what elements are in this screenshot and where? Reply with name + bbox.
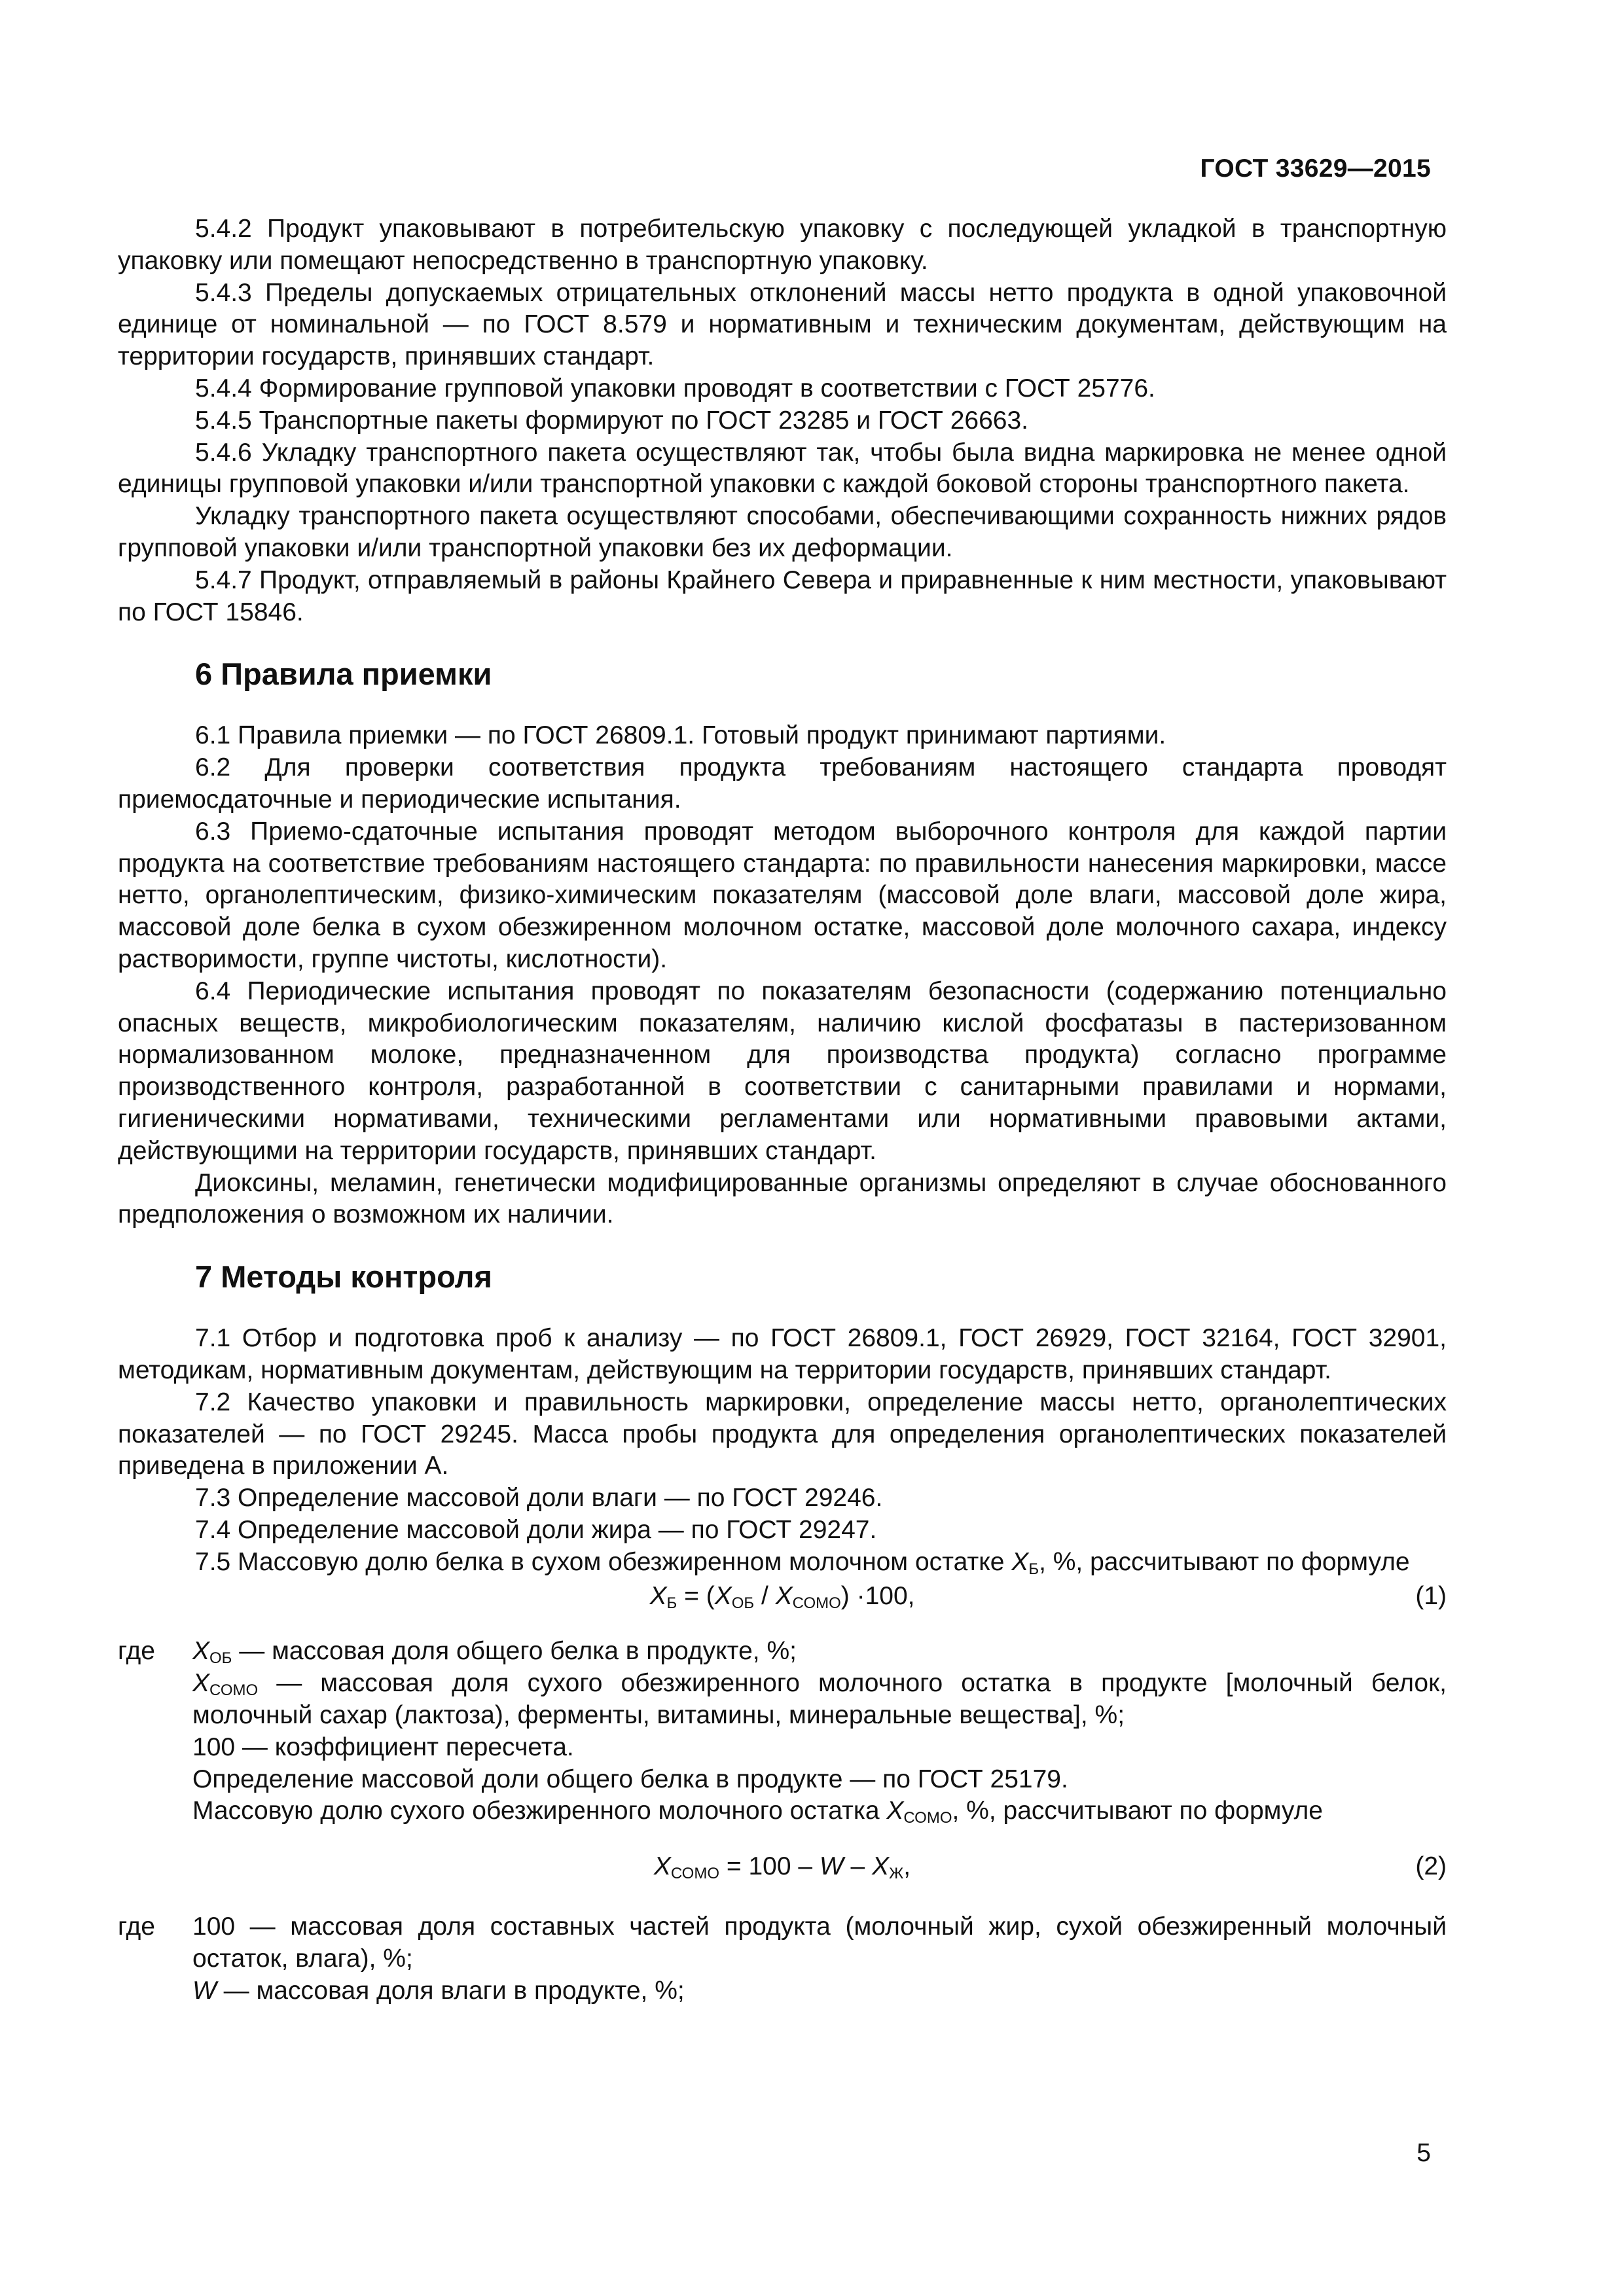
- paragraph-5-4-2: 5.4.2 Продукт упаковывают в потребительскую упаковку с последующей укладкой в транспортную упаковку или помещают непосредственно в транспортную упаковку.: [118, 215, 1447, 275]
- paragraph-6-2: 6.2 Для проверки соответствия продукта требованиям настоящего стандарта проводят приемосдаточные и периодические испытания.: [118, 753, 1447, 814]
- where-1-ob-text: — массовая доля общего белка в продукте, %;: [232, 1637, 797, 1666]
- paragraph-5-4-7: 5.4.7 Продукт, отправляемый в районы Крайнего Севера и приравненные к ним местности, упаковывают по ГОСТ 15846.: [118, 565, 1447, 626]
- formula-2-part: ,: [903, 1852, 911, 1881]
- formula-2: [118, 1851, 1447, 1888]
- symbol-x: X: [192, 1669, 210, 1698]
- symbol-x: X: [192, 1637, 210, 1666]
- paragraph-7-2: 7.2 Качество упаковки и правильность маркировки, определение массы нетто, органолептических показателей — по ГОСТ 29245. Масса пробы продукта для определения органолептических показателей приведена в приложении А.: [118, 1388, 1447, 1480]
- formula-1: [118, 1581, 1447, 1617]
- where-1-coefficient: 100 — коэффициент пересчета.: [192, 1732, 574, 1761]
- where-1-first-line: [118, 1636, 1447, 1668]
- paragraph-6-3: 6.3 Приемо-сдаточные испытания проводят методом выборочного контроля для каждой партии продукта на соответствие требованиям настоящего стандарта: по правильности нанесения маркировки, массе нетто, органолептическим, физико-химическим показателям (массовой доле влаги, массовой доле жира, массовой доле белка в сухом обезжиренном молочном остатке, массовой доле молочного сахара, индексу растворимости, группе чистоты, кислотности).: [118, 817, 1447, 973]
- paragraph-5-4-6: 5.4.6 Укладку транспортного пакета осуществляют так, чтобы была видна маркировка не менее одной единицы групповой упаковки и/или транспортной упаковки с каждой боковой стороны транспортного пакета.: [118, 438, 1447, 499]
- paragraph-6-1: 6.1 Правила приемки — по ГОСТ 26809.1. Готовый продукт принимают партиями.: [195, 721, 1166, 750]
- where-1-somo-intro-end: , %, рассчитывают по формуле: [952, 1797, 1323, 1825]
- where-label: где: [118, 1637, 155, 1666]
- where-1-somo-intro: [118, 1795, 1447, 1827]
- paragraph-5-4-5: 5.4.5 Транспортные пакеты формируют по ГОСТ 23285 и ГОСТ 26663.: [195, 406, 1028, 435]
- formula-1-number: (1): [1415, 1582, 1447, 1611]
- symbol-x: X: [653, 1852, 671, 1881]
- paragraph-6-4: 6.4 Периодические испытания проводят по показателям безопасности (содержанию потенциально опасных веществ, микробиологическим показателям, наличию кислой фосфатазы в пастеризованном нормализованном молоке, предназначенном для производства продукта) согласно программе производственного контроля, разработанной в соответствии с санитарными правилами и нормами, гигиеническими нормативами, техническими регламентами или нормативными правовыми актами, действующими на территории государств, принявших стандарт.: [118, 977, 1447, 1165]
- paragraph-5-4-4: 5.4.4 Формирование групповой упаковки проводят в соответствии с ГОСТ 25776.: [195, 374, 1155, 403]
- section-6-heading: 6 Правила приемки: [195, 656, 492, 692]
- subscript-ob: ОБ: [731, 1594, 755, 1613]
- symbol-x: X: [1011, 1547, 1029, 1576]
- where-2-hundred-text: 100 — массовая доля составных частей продукта (молочный жир, сухой обезжиренный молочный остаток, влага), %;: [192, 1912, 1447, 1973]
- paragraph-5-4-3: 5.4.3 Пределы допускаемых отрицательных отклонений массы нетто продукта в одной упаковочной единице от номинальной — по ГОСТ 8.579 и нормативным и техническим документам, действующим на территории государств, принявших стандарт.: [118, 278, 1447, 371]
- subscript-b: Б: [1028, 1560, 1039, 1578]
- where-1-somo: [118, 1668, 1447, 1732]
- where-2-w: [118, 1975, 1447, 2007]
- subscript-somo: СОМО: [792, 1594, 841, 1613]
- paragraph-7-1: 7.1 Отбор и подготовка проб к анализу — по ГОСТ 26809.1, ГОСТ 26929, ГОСТ 32164, ГОСТ 32901, методикам, нормативным документам, действующим на территории государств, принявших стандарт.: [118, 1324, 1447, 1384]
- subscript-zh: Ж: [889, 1865, 904, 1883]
- subscript-ob: ОБ: [209, 1649, 232, 1668]
- symbol-w: W: [819, 1852, 844, 1881]
- subscript-b: Б: [666, 1594, 677, 1613]
- subscript-somo: СОМО: [209, 1681, 259, 1700]
- where-1-protein-method: Определение массовой доли общего белка в продукте — по ГОСТ 25179.: [192, 1765, 1068, 1793]
- spacer: [118, 1617, 1447, 1636]
- paragraph-7-5-text-end: , %, рассчитывают по формуле: [1039, 1547, 1410, 1576]
- symbol-x: X: [649, 1582, 667, 1611]
- formula-2-expression: [118, 1851, 1447, 1883]
- paragraph-7-5-text: 7.5 Массовую долю белка в сухом обезжиренном молочном остатке: [195, 1547, 1012, 1576]
- subscript-somo: СОМО: [903, 1809, 952, 1827]
- paragraph-6-4-continued: Диоксины, меламин, генетически модифицированные организмы определяют в случае обоснованного предположения о возможном их наличии.: [118, 1168, 1447, 1229]
- section-7-heading: 7 Методы контроля: [195, 1259, 492, 1295]
- document-header: ГОСТ 33629—2015: [1200, 154, 1431, 183]
- formula-1-part: ) ·100,: [840, 1582, 915, 1611]
- symbol-x: X: [886, 1797, 904, 1825]
- formula-1-part: /: [754, 1582, 776, 1611]
- symbol-x: X: [714, 1582, 732, 1611]
- symbol-x: X: [775, 1582, 793, 1611]
- symbol-w: W: [192, 1976, 217, 2005]
- formula-2-part: = 100 –: [719, 1852, 820, 1881]
- subscript-somo: СОМО: [670, 1865, 720, 1883]
- symbol-x: X: [872, 1852, 890, 1881]
- where-2-first-line: [118, 1911, 1447, 1975]
- paragraph-5-4-6-continued: Укладку транспортного пакета осуществляют способами, обеспечивающими сохранность нижних рядов групповой упаковки и/или транспортной упаковки без их деформации.: [118, 502, 1447, 562]
- formula-1-part: = (: [677, 1582, 715, 1611]
- paragraph-7-4: 7.4 Определение массовой доли жира — по ГОСТ 29247.: [195, 1515, 877, 1544]
- formula-1-expression: [118, 1581, 1447, 1613]
- where-1-somo-intro-text: Массовую долю сухого обезжиренного молочного остатка: [192, 1797, 887, 1825]
- where-label: где: [118, 1912, 155, 1941]
- page-content: [118, 213, 1447, 2007]
- where-1-somo-text: — массовая доля сухого обезжиренного молочного остатка в продукте [молочный белок, молочный сахар (лактоза), ферменты, витамины, минеральные вещества], %;: [192, 1669, 1447, 1730]
- paragraph-7-5: [118, 1547, 1447, 1579]
- page-number: 5: [1416, 2139, 1431, 2167]
- formula-2-part: –: [843, 1852, 873, 1881]
- where-2-w-text: — массовая доля влаги в продукте, %;: [216, 1976, 685, 2005]
- paragraph-7-3: 7.3 Определение массовой доли влаги — по ГОСТ 29246.: [195, 1484, 883, 1513]
- formula-2-number: (2): [1415, 1852, 1447, 1881]
